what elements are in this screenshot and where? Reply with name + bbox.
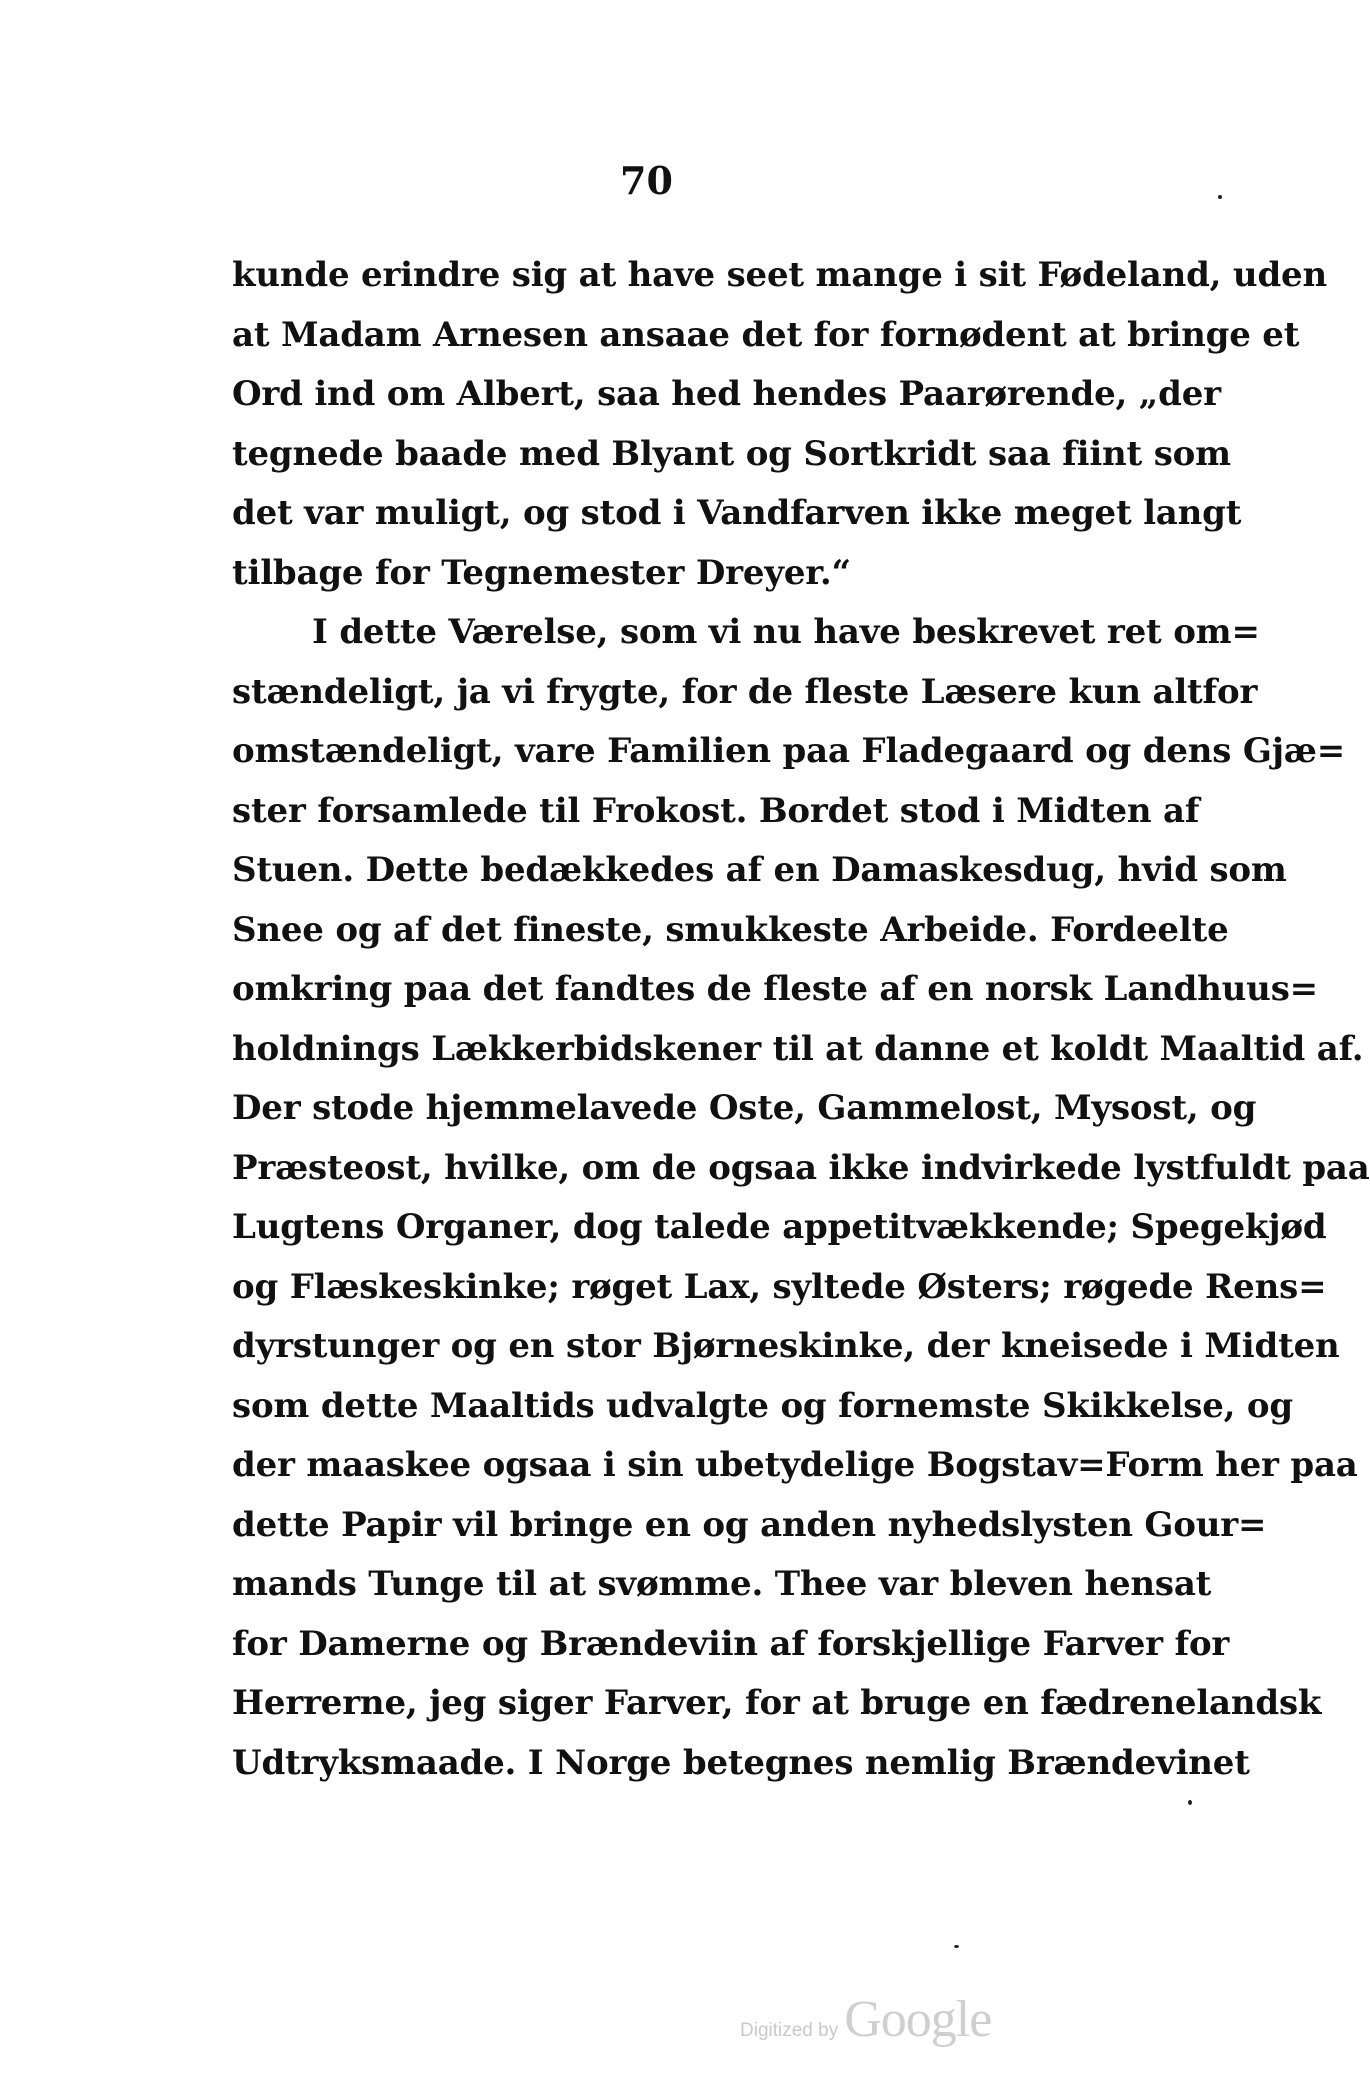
text-line: Lugtens Organer, dog talede appetitvækkende; Spegekjød [232, 1207, 1327, 1247]
text-line: Der stode hjemmelavede Oste, Gammelost, Mysost, og [232, 1088, 1257, 1128]
scan-speck [954, 1945, 959, 1948]
text-line: der maaskee ogsaa i sin ubetydelige Bogstav=Form her paa [232, 1445, 1358, 1485]
text-line: det var muligt, og stod i Vandfarven ikke meget langt [232, 493, 1242, 533]
google-logo: Google [844, 1991, 992, 2048]
paragraph-start-line: I dette Værelse, som vi nu have beskrevet ret om= [312, 612, 1260, 652]
text-line: Præsteost, hvilke, om de ogsaa ikke indvirkede lystfuldt paa [232, 1147, 1370, 1188]
text-line: tilbage for Tegnemester Dreyer.“ [232, 552, 851, 593]
text-line: for Damerne og Brændeviin af forskjellige Farver for [232, 1623, 1230, 1664]
text-line: Stuen. Dette bedækkedes af en Damaskesdug, hvid som [232, 850, 1287, 890]
scan-speck [1218, 195, 1222, 199]
digitized-watermark [740, 1990, 991, 2050]
text-line: ster forsamlede til Frokost. Bordet stod i Midten af [232, 790, 1200, 831]
text-line: Snee og af det fineste, smukkeste Arbeide. Fordeelte [232, 909, 1229, 950]
text-line: kunde erindre sig at have seet mange i sit Fødeland, uden [232, 255, 1327, 295]
text-line: holdnings Lækkerbidskener til at danne et koldt Maaltid af. [232, 1028, 1364, 1069]
text-line: tegnede baade med Blyant og Sortkridt saa fiint som [232, 433, 1231, 474]
text-line: Udtryksmaade. I Norge betegnes nemlig Brændevinet [232, 1742, 1250, 1783]
text-line: Herrerne, jeg siger Farver, for at bruge en fædrenelandsk [232, 1683, 1322, 1723]
page-number: 70 [620, 158, 673, 203]
text-line: dette Papir vil bringe en og anden nyhedslysten Gour= [232, 1504, 1267, 1545]
text-line: stændeligt, ja vi frygte, for de fleste Læsere kun altfor [232, 671, 1258, 712]
text-line: omstændeligt, vare Familien paa Fladegaard og dens Gjæ= [232, 731, 1346, 771]
watermark-prefix: Digitized by [740, 2020, 839, 2041]
text-line: omkring paa det fandtes de fleste af en norsk Landhuus= [232, 969, 1318, 1009]
text-line: dyrstunger og en stor Bjørneskinke, der kneisede i Midten [232, 1326, 1340, 1366]
text-line: og Flæskeskinke; røget Lax, syltede Østers; røgede Rens= [232, 1266, 1327, 1307]
text-line: som dette Maaltids udvalgte og fornemste Skikkelse, og [232, 1385, 1293, 1426]
scan-speck [1188, 1800, 1192, 1805]
body-text [232, 246, 1370, 1793]
text-line: mands Tunge til at svømme. Thee var bleven hensat [232, 1564, 1212, 1604]
text-line: at Madam Arnesen ansaae det for fornødent at bringe et [232, 314, 1300, 355]
text-line: Ord ind om Albert, saa hed hendes Paarørende, „der [232, 374, 1221, 414]
